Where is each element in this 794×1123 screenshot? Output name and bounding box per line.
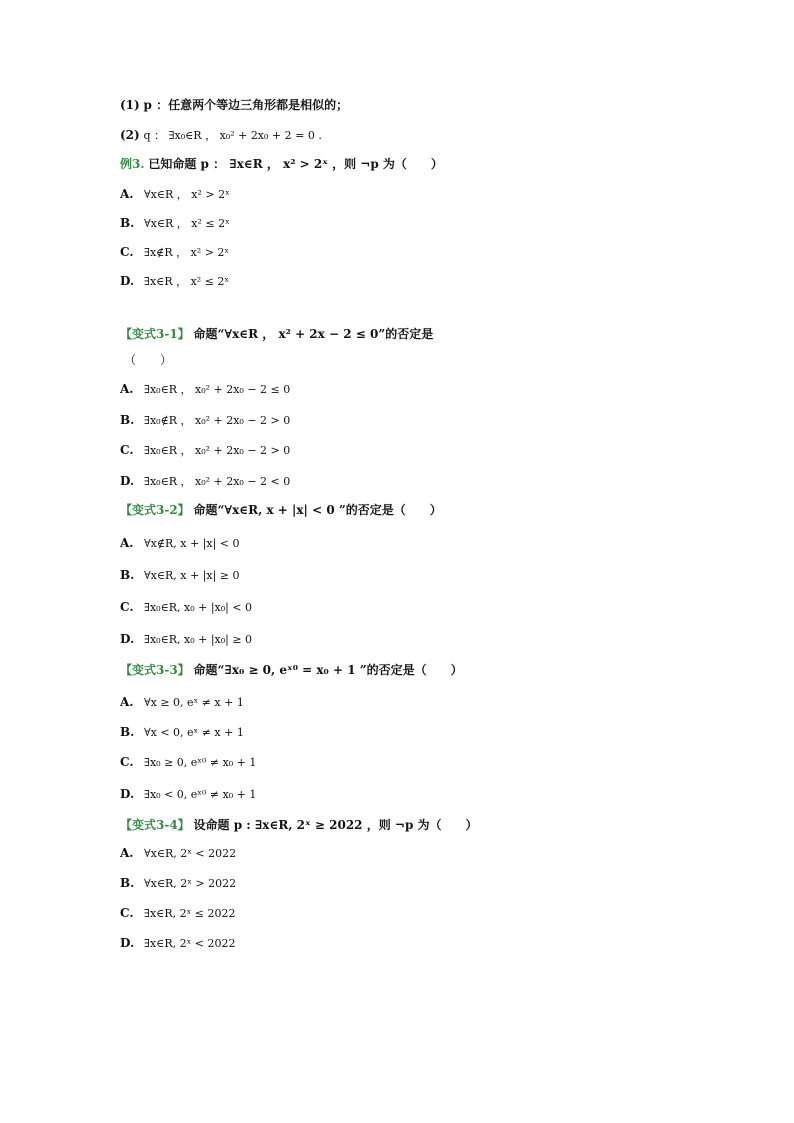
option-text: ∃x₀∈R, x₀ + |x₀| ≥ 0 [144,633,253,646]
item-number: (1) [120,98,140,112]
option-d [120,631,252,648]
option-a [120,845,236,862]
option-text: ∃x∉R ， x² > 2ˣ [144,246,230,259]
question-stem: 命题“∀x∈R, x + |x| < 0 ”的否定是（ ） [193,503,442,517]
option-c [120,599,252,616]
option-a [120,381,290,398]
option-text: ∃x∈R, 2ˣ < 2022 [144,937,236,950]
option-a [120,694,244,711]
option-text: ∃x₀∈R ， x₀² + 2x₀ − 2 ≤ 0 [144,383,291,396]
option-text: ∀x∉R, x + |x| < 0 [144,537,240,550]
option-c [120,442,290,459]
option-c [120,754,256,771]
variant-tag: 【变式3-4】 [120,818,190,832]
option-letter: C. [120,443,134,457]
option-text: ∃x₀∈R ， x₀² + 2x₀ − 2 < 0 [144,475,291,488]
option-a [120,186,230,203]
example-3-stem [120,156,443,172]
option-text: ∀x∈R ， x² > 2ˣ [144,188,230,201]
option-b [120,724,244,741]
option-c [120,905,235,922]
option-a [120,535,240,552]
option-text: ∀x∈R, x + |x| ≥ 0 [144,569,240,582]
option-d [120,935,235,952]
question-stem: 命题“∀x∈R ， x² + 2x − 2 ≤ 0”的否定是 [193,327,434,341]
option-c [120,244,229,261]
question-stem: 设命题 p : ∃x∈R, 2ˣ ≥ 2022 ，则 ¬p 为（ ） [193,818,478,832]
variant-3-4-stem [120,817,478,833]
item-text: q ： ∃x₀∈R ， x₀² + 2x₀ + 2 = 0 . [143,129,322,142]
option-letter: D. [120,787,135,801]
option-text: ∃x₀∈R, x₀ + |x₀| < 0 [144,601,253,614]
option-b [120,567,240,584]
option-letter: D. [120,632,135,646]
option-text: ∃x₀ ≥ 0, eˣ⁰ ≠ x₀ + 1 [144,756,257,769]
variant-3-1-stem [120,326,433,342]
option-letter: C. [120,755,134,769]
item-text: p ：任意两个等边三角形都是相似的； [143,98,349,112]
option-b [120,412,290,429]
variant-tag: 【变式3-3】 [120,663,190,677]
option-letter: A. [120,187,134,201]
option-text: ∀x∈R, 2ˣ > 2022 [144,877,237,890]
option-text: ∃x∈R, 2ˣ ≤ 2022 [144,907,236,920]
option-d [120,786,256,803]
example-tag: 例3. [120,157,145,171]
option-letter: B. [120,568,135,582]
variant-tag: 【变式3-1】 [120,327,190,341]
option-d [120,273,229,290]
option-letter: A. [120,846,134,860]
item-number: (2) [120,128,140,142]
option-text: ∀x ≥ 0, eˣ ≠ x + 1 [144,696,244,709]
option-text: ∃x₀∉R ， x₀² + 2x₀ − 2 > 0 [144,414,291,427]
variant-3-2-stem [120,502,442,518]
option-letter: D. [120,936,135,950]
option-d [120,473,290,490]
option-letter: B. [120,725,135,739]
option-b [120,875,236,892]
option-letter: C. [120,600,134,614]
option-letter: D. [120,474,135,488]
option-text: ∀x∈R ， x² ≤ 2ˣ [144,217,230,230]
option-text: ∃x∈R ， x² ≤ 2ˣ [144,275,230,288]
option-letter: A. [120,695,134,709]
option-text: ∀x∈R, 2ˣ < 2022 [144,847,237,860]
option-b [120,215,230,232]
option-letter: C. [120,245,134,259]
item-2 [120,127,322,144]
option-letter: B. [120,876,135,890]
item-1 [120,97,348,113]
answer-paren: （ ） [124,353,173,367]
option-letter: C. [120,906,134,920]
question-stem: 命题“∃x₀ ≥ 0, eˣ⁰ = x₀ + 1 ”的否定是（ ） [193,663,463,677]
option-text: ∀x < 0, eˣ ≠ x + 1 [144,726,244,739]
question-stem: 已知命题 p ： ∃x∈R ， x² > 2ˣ ，则 ¬p 为（ ） [148,157,443,171]
option-letter: B. [120,216,135,230]
variant-tag: 【变式3-2】 [120,503,190,517]
option-letter: D. [120,274,135,288]
option-letter: B. [120,413,135,427]
option-text: ∃x₀∈R ， x₀² + 2x₀ − 2 > 0 [144,444,291,457]
variant-3-3-stem [120,662,463,678]
option-letter: A. [120,536,134,550]
option-letter: A. [120,382,134,396]
option-text: ∃x₀ < 0, eˣ⁰ ≠ x₀ + 1 [144,788,257,801]
